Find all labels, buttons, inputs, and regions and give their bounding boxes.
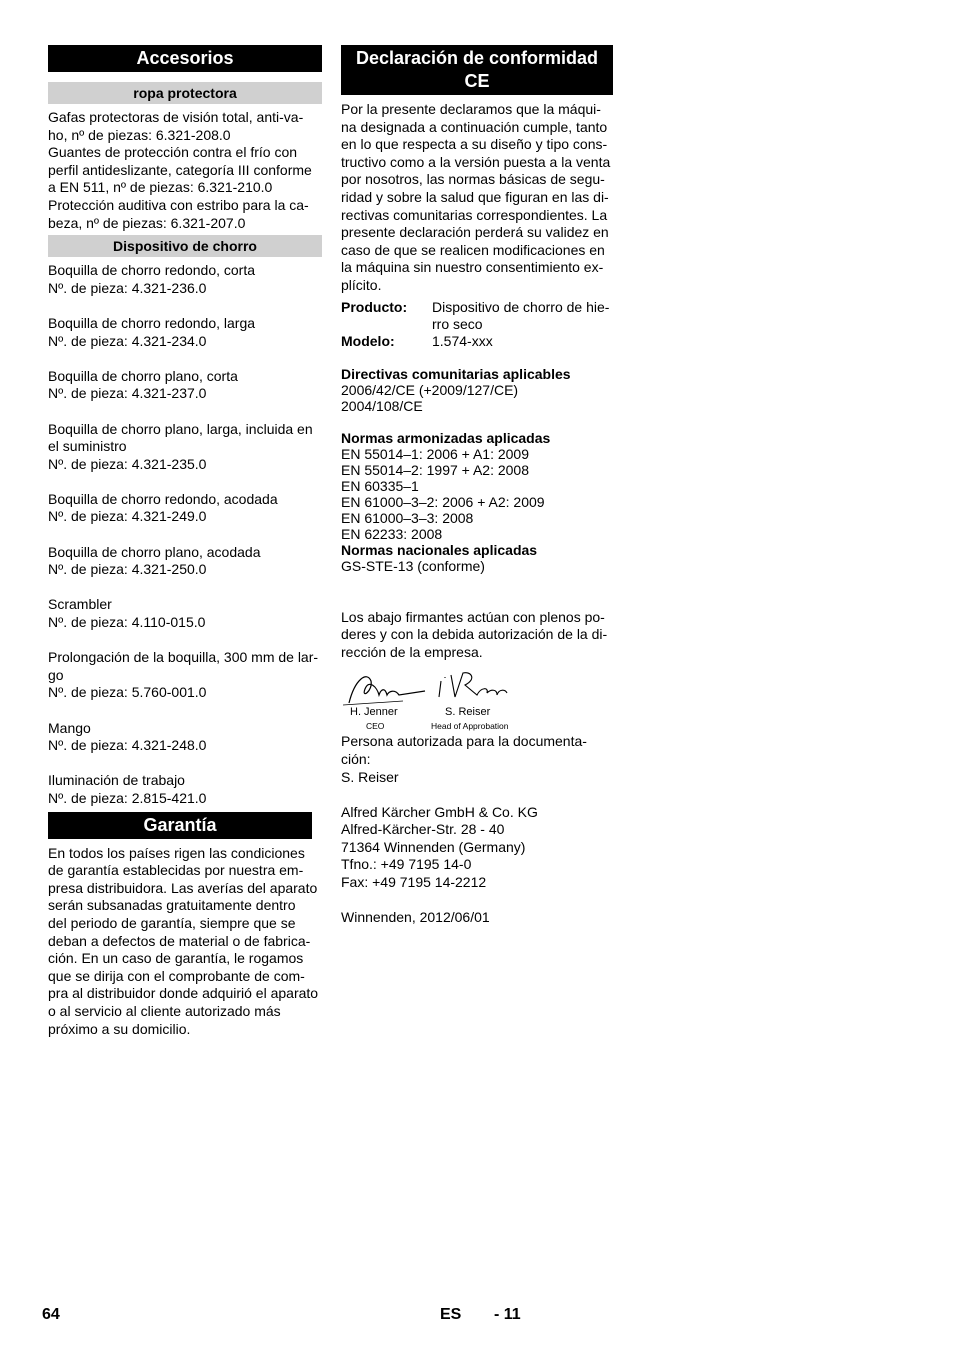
ropa-protectora-text [48,109,322,232]
list-item: Boquilla de chorro redondo, larga Nº. de pieza: 4.321-234.0 [48,314,256,349]
text-line: ho, nº de piezas: 6.321-208.0 [48,126,231,143]
text-line: Protección auditiva con estribo para la ca- [48,196,309,213]
garantia-text: En todos los países rigen las condiciones de garantía establecidas por nuestra em- presa distribuidora. Las averías del aparato serán subsanadas gratuitamente dentro del periodo de garantía, siempre que se deban a defectos de material o de fabrica- ción. En un caso de garantía, le rogamos que se dirija con el comprobante de com- pra al distribuidor donde adquirió el aparato o al servicio al cliente autorizado más próximo a su domicilio. [48,844,319,1037]
producto-label: Producto: [341,298,408,315]
sub-page-number: - 11 [494,1306,521,1323]
signature-jenner-icon [341,669,521,709]
list-item: Prolongación de la boquilla, 300 mm de lar- go Nº. de pieza: 5.760-001.0 [48,649,319,701]
list-item: Scrambler Nº. de pieza: 4.110-015.0 [48,596,206,631]
ropa-protectora-heading: ropa protectora [48,82,322,104]
declaracion-intro: Por la presente declaramos que la máqui- na designada a continuación cumple, tanto en lo que respecta a su diseño y tipo cons- tructivo como a la versión puesta a la venta por nosotros, las normas básicas de segu- ridad y sobre la salud que figuran en las di- rectivas comunitarias correspondientes. La presente declaración perderá su validez en caso de que se realicen modificaciones en la máquina sin nuestro consentimiento ex- plícito. [341,101,611,293]
garantia-heading: Garantía [48,812,312,839]
company-address: Alfred Kärcher GmbH & Co. KG Alfred-Kärcher-Str. 28 - 40 71364 Winnenden (Germany) Tfno.: +49 7195 14-0 Fax: +49 7195 14-2212 [341,803,538,891]
list-item: Boquilla de chorro plano, acodada Nº. de pieza: 4.321-250.0 [48,543,261,578]
language-code: ES [440,1306,462,1323]
right-column [341,45,613,927]
declaration-date: Winnenden, 2012/06/01 [341,909,490,926]
accessory-list [48,262,322,807]
signatures [341,669,613,731]
page-number: 64 [42,1306,60,1323]
list-item: Boquilla de chorro redondo, acodada Nº. de pieza: 4.321-249.0 [48,490,278,525]
normas-block: Normas armonizadas aplicadas EN 55014–1: 2006 + A1: 2009 EN 55014–2: 1997 + A2: 2008 EN 60335–1 EN 61000–3–2: 2006 + A2: 2009 EN 61000–3–3: 2008 EN 62233: 2008 Normas nacionales aplicadas GS-STE-13 (conforme) [341,430,613,574]
modelo-value: 1.574-xxx [432,332,493,349]
text-line: Gafas protectoras de visión total, anti-va- [48,109,304,125]
directivas-heading: Directivas comunitarias aplicables [341,365,571,382]
list-item: Mango Nº. de pieza: 4.321-248.0 [48,719,207,754]
text-line: a EN 511, nº de piezas: 6.321-210.0 [48,179,273,196]
product-table [341,299,609,350]
declaracion-heading: Declaración de conformidad CE [341,45,613,95]
producto-value: Dispositivo de chorro de hie- rro seco [432,298,610,332]
list-item: Boquilla de chorro plano, corta Nº. de pieza: 4.321-237.0 [48,367,238,402]
text-line: Guantes de protección contra el frío con [48,144,298,161]
firmantes-text: Los abajo firmantes actúan con plenos po- deres y con la debida autorización de la di- rección de la empresa. [341,608,608,660]
signer-name-jenner: H. Jenner [350,706,398,719]
nacionales-heading: Normas nacionales aplicadas [341,541,538,558]
signer-name-reiser: S. Reiser [445,706,491,719]
normas-heading: Normas armonizadas aplicadas [341,429,551,446]
list-item: Iluminación de trabajo Nº. de pieza: 2.815-421.0 [48,772,207,806]
persona-autorizada: Persona autorizada para la documenta- ción: S. Reiser [341,733,587,785]
left-column [48,45,322,1038]
dispositivo-chorro-heading: Dispositivo de chorro [48,235,322,257]
signer-role-jenner: CEO [366,721,385,732]
signer-role-reiser: Head of Approbation [431,721,509,732]
text-line: beza, nº de piezas: 6.321-207.0 [48,214,246,231]
list-item: Boquilla de chorro plano, larga, incluida en el suministro Nº. de pieza: 4.321-235.0 [48,420,313,472]
list-item: Boquilla de chorro redondo, corta Nº. de pieza: 4.321-236.0 [48,262,256,296]
modelo-label: Modelo: [341,332,395,349]
text-line: perfil antideslizante, categoría III conforme [48,161,312,178]
directivas-block: Directivas comunitarias aplicables 2006/42/CE (+2009/127/CE) 2004/108/CE [341,366,613,414]
accesorios-heading: Accesorios [48,45,322,72]
